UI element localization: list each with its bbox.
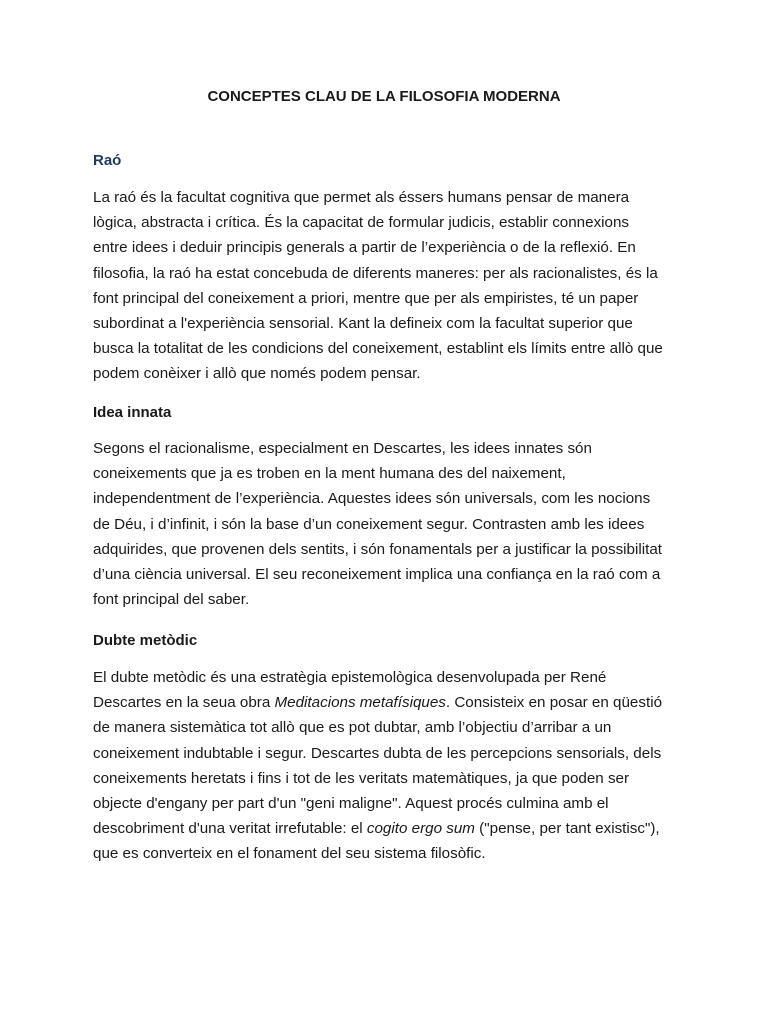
paragraph-line: lògica, abstracta i crítica. És la capacitat de formular judicis, establir connexions	[93, 214, 630, 232]
section-paragraph-rao	[93, 185, 683, 387]
paragraph-line: busca la totalitat de les condicions del coneixement, establint els límits entre allò que	[93, 340, 663, 358]
section-heading-rao: Raó	[93, 152, 122, 169]
paragraph-line: independentment de l’experiència. Aquestes idees són universals, com les nocions	[93, 490, 651, 508]
book-title-meditacions: Meditacions metafísiques	[274, 694, 446, 712]
paragraph-line: subordinat a l'experiència sensorial. Kant la defineix com la facultat superior que	[93, 315, 633, 333]
text-run: descobriment d'una veritat irrefutable: el	[93, 820, 367, 838]
paragraph-line: d’una ciència universal. El seu reconeixement implica una confiança en la raó com a	[93, 566, 661, 584]
section-heading-dubte-metodic: Dubte metòdic	[93, 632, 198, 649]
latin-phrase-cogito: cogito ergo sum	[366, 820, 475, 838]
text-run: Descartes en la seua obra	[93, 694, 275, 712]
paragraph-line: adquirides, que provenen dels sentits, i són fonamentals per a justificar la possibilitat	[93, 540, 663, 558]
document-title: CONCEPTES CLAU DE LA FILOSOFIA MODERNA	[207, 88, 561, 105]
section-paragraph-dubte-metodic	[93, 665, 683, 867]
paragraph-line	[93, 690, 683, 715]
section-heading-idea-innata: Idea innata	[93, 404, 172, 421]
paragraph-line: font principal del coneixement a priori, mentre que per als empiristes, té un paper	[93, 289, 639, 307]
paragraph-line: coneixements que ja es troben en la ment humana des del naixement,	[93, 465, 566, 483]
text-run: . Consisteix en posar en qüestió	[445, 694, 663, 712]
paragraph-line: entre idees i deduir principis generals a partir de l’experiència o de la reflexió. En	[93, 239, 636, 257]
paragraph-line: filosofia, la raó ha estat concebuda de diferents maneres: per als racionalistes, és la	[93, 264, 658, 282]
paragraph-line: coneixements heretats i fins i tot de les veritats matemàtiques, ja que poden ser	[93, 769, 630, 787]
paragraph-line: font principal del saber.	[93, 591, 250, 609]
paragraph-line: de Déu, i d’infinit, i són la base d’un coneixement segur. Contrasten amb les idees	[93, 515, 645, 533]
paragraph-line: objecte d'engany per part d'un "geni maligne". Aquest procés culmina amb el	[93, 795, 609, 813]
paragraph-line: de manera sistemàtica tot allò que es pot dubtar, amb l’objectiu d’arribar a un	[93, 719, 612, 737]
paragraph-line: que es converteix en el fonament del seu sistema filosòfic.	[93, 845, 486, 863]
paragraph-line: Segons el racionalisme, especialment en Descartes, les idees innates són	[93, 440, 592, 457]
text-run: ("pense, per tant existisc"),	[474, 820, 660, 838]
paragraph-line: La raó és la facultat cognitiva que permet als éssers humans pensar de manera	[93, 189, 630, 206]
paragraph-line	[93, 816, 683, 841]
paragraph-line: podem conèixer i allò que només podem pensar.	[93, 365, 421, 383]
paragraph-line: El dubte metòdic és una estratègia epistemològica desenvolupada per René	[93, 669, 607, 686]
paragraph-line: coneixement indubtable i segur. Descartes dubta de les percepcions sensorials, dels	[93, 744, 662, 762]
section-paragraph-idea-innata	[93, 436, 683, 612]
